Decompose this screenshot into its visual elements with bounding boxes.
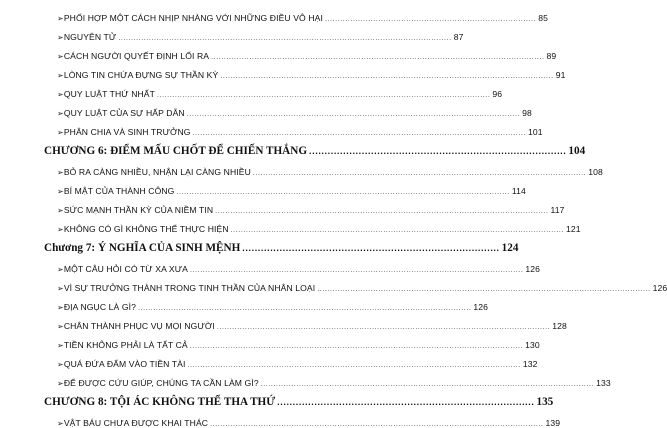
chapter-page: 104: [568, 145, 586, 157]
chapter-page: 124: [501, 242, 519, 254]
dot-leader: ...................................................................................................................................: [215, 208, 549, 215]
toc-entry: [57, 321, 567, 331]
dot-leader: ...................................................................................................................................: [189, 343, 524, 350]
bullet-arrow-icon: ➢: [57, 360, 64, 369]
toc-entry-title: MỘT CÂU HỎI CÓ TỪ XA XƯA: [63, 264, 189, 274]
toc-entry-title: CHÂN THÀNH PHỤC VỤ MỌI NGƯỜI: [63, 321, 215, 331]
bullet-arrow-icon: ➢: [57, 33, 64, 42]
dot-leader: ...................................................................................................................................: [187, 362, 521, 369]
bullet-arrow-icon: ➢: [57, 419, 64, 428]
bullet-arrow-icon: ➢: [57, 128, 64, 137]
toc-entry-page: 91: [555, 70, 566, 80]
dot-leader: ...................................................................................................................................: [211, 54, 545, 61]
bullet-arrow-icon: ➢: [57, 71, 64, 80]
dot-leader: ...................................................................................................................................: [260, 381, 595, 388]
toc-entry: [57, 186, 526, 196]
toc-entry: [57, 283, 667, 293]
dot-leader: ...................................................................................................................................: [317, 286, 651, 293]
dot-leader: ...................................................................................................................................: [220, 73, 554, 80]
toc-entry: [57, 418, 561, 428]
toc-entry: [57, 127, 543, 137]
toc-entry-page: 117: [550, 205, 565, 215]
toc-entry: [57, 70, 566, 80]
dot-leader: ...................................................................................: [277, 397, 535, 407]
toc-entry-title: ĐỂ ĐƯỢC CỨU GIÚP, CHÚNG TA CẦN LÀM GÌ?: [63, 378, 259, 388]
chapter-title: Chương 7: Ý NGHĨA CỦA SINH MỆNH: [44, 242, 241, 254]
toc-entry-page: 98: [522, 108, 532, 118]
bullet-arrow-icon: ➢: [57, 187, 64, 196]
bullet-arrow-icon: ➢: [57, 206, 64, 215]
bullet-arrow-icon: ➢: [57, 379, 64, 388]
toc-entry: [57, 89, 503, 99]
toc-entry-title: NGUYÊN TỬ: [63, 32, 117, 42]
toc-entry-page: 101: [527, 127, 543, 137]
toc-entry-title: QUY LUẬT THỨ NHẤT: [63, 89, 155, 99]
dot-leader: ...................................................................................................................................: [192, 130, 526, 137]
dot-leader: ...................................................................................: [242, 243, 500, 253]
toc-entry-title: BỎ RA CÀNG NHIỀU, NHẬN LẠI CÀNG NHIỀU: [63, 167, 251, 177]
toc-entry-page: 126: [473, 302, 489, 312]
bullet-arrow-icon: ➢: [57, 52, 64, 61]
toc-entry-page: 96: [492, 89, 503, 99]
toc-entry-page: 133: [596, 378, 611, 388]
toc-entry-page: 114: [511, 186, 526, 196]
bullet-arrow-icon: ➢: [57, 341, 64, 350]
dot-leader: ...................................................................................................................................: [186, 111, 521, 118]
toc-entry-page: 132: [522, 359, 538, 369]
bullet-arrow-icon: ➢: [57, 225, 64, 234]
toc-entry-page: 108: [588, 167, 603, 177]
toc-entry: [57, 224, 581, 234]
bullet-arrow-icon: ➢: [57, 90, 64, 99]
dot-leader: ...................................................................................: [324, 16, 537, 23]
toc-entry-title: QUY LUẬT CỦA SỰ HẤP DẪN: [63, 108, 185, 118]
dot-leader: ...................................................................................................................................: [138, 305, 472, 312]
toc-entry-page: 128: [552, 321, 567, 331]
toc-entry-page: 121: [566, 224, 581, 234]
chapter-title: CHƯƠNG 8: TỘI ÁC KHÔNG THỂ THA THỨ: [44, 396, 276, 408]
toc-entry: [57, 108, 532, 118]
bullet-arrow-icon: ➢: [57, 109, 64, 118]
toc-entry: [57, 359, 538, 369]
toc-entry: [57, 264, 541, 274]
toc-entry-page: 126: [652, 283, 667, 293]
toc-entry: [57, 378, 611, 388]
dot-leader: ...................................................................................................................................: [190, 267, 524, 274]
dot-leader: ...................................................................................................................................: [230, 227, 565, 234]
toc-entry-title: ĐỊA NGỤC LÀ GÌ?: [63, 302, 136, 312]
toc-entry-title: PHÂN CHIA VÀ SINH TRƯỞNG: [63, 127, 191, 137]
toc-chapter-heading: [44, 145, 586, 157]
toc-entry: [57, 32, 464, 42]
toc-entry-page: 87: [453, 32, 464, 42]
dot-leader: ...................................................................................................................................: [216, 324, 551, 331]
bullet-arrow-icon: ➢: [57, 284, 64, 293]
toc-chapter-heading: [44, 242, 519, 254]
dot-leader: ...................................................................................................................................: [210, 421, 544, 428]
toc-entry-page: 85: [538, 13, 548, 23]
chapter-title: CHƯƠNG 6: ĐIỂM MẤU CHỐT ĐỂ CHIẾN THẮNG: [44, 145, 308, 157]
toc-entry-page: 130: [525, 340, 540, 350]
toc-entry-title: BÍ MẬT CỦA THÀNH CÔNG: [63, 186, 175, 196]
bullet-arrow-icon: ➢: [57, 322, 64, 331]
dot-leader: ...................................................................................................................................: [157, 92, 491, 99]
toc-entry-page: 126: [525, 264, 541, 274]
toc-entry-page: 89: [546, 51, 557, 61]
toc-entry-title: SỨC MẠNH THẦN KỲ CỦA NIỀM TIN: [63, 205, 214, 215]
toc-entry: [57, 167, 603, 177]
dot-leader: ...................................................................................................................................: [252, 170, 587, 177]
toc-entry-title: TIỀN KHÔNG PHẢI LÀ TẤT CẢ: [63, 340, 188, 350]
toc-entry: [57, 51, 557, 61]
toc-entry: [57, 13, 548, 23]
toc-entry-page: 139: [545, 418, 561, 428]
toc-entry-title: PHỐI HỢP MỘT CÁCH NHỊP NHÀNG VỚI NHỮNG ĐIỀU VÔ HẠI: [63, 13, 323, 23]
bullet-arrow-icon: ➢: [57, 14, 64, 23]
toc-entry: [57, 205, 565, 215]
bullet-arrow-icon: ➢: [57, 168, 64, 177]
toc-entry-title: LÒNG TIN CHỨA ĐỰNG SỰ THẦN KỲ: [63, 70, 219, 80]
toc-entry-title: CÁCH NGƯỜI QUYẾT ĐỊNH LỐI RA: [63, 51, 210, 61]
dot-leader: ...................................................................................................................................: [176, 189, 510, 196]
chapter-page: 135: [536, 396, 554, 408]
bullet-arrow-icon: ➢: [57, 265, 64, 274]
toc-entry-title: VẬT BÁU CHƯA ĐƯỢC KHAI THÁC: [63, 418, 209, 428]
toc-entry-title: KHÔNG CÓ GÌ KHÔNG THỂ THỰC HIỆN: [63, 224, 229, 234]
toc-entry-title: VÌ SỰ TRƯỞNG THÀNH TRONG TINH THẦN CỦA NHÂN LOẠI: [63, 283, 316, 293]
dot-leader: ...................................................................................: [309, 146, 567, 156]
dot-leader: ...................................................................................................................................: [118, 35, 452, 42]
toc-chapter-heading: [44, 396, 554, 408]
toc-entry: [57, 340, 540, 350]
bullet-arrow-icon: ➢: [57, 303, 64, 312]
toc-entry-title: QUÁ ĐỨA ĐẨM VÀO TIỀN TÀI: [63, 359, 186, 369]
toc-entry: [57, 302, 489, 312]
